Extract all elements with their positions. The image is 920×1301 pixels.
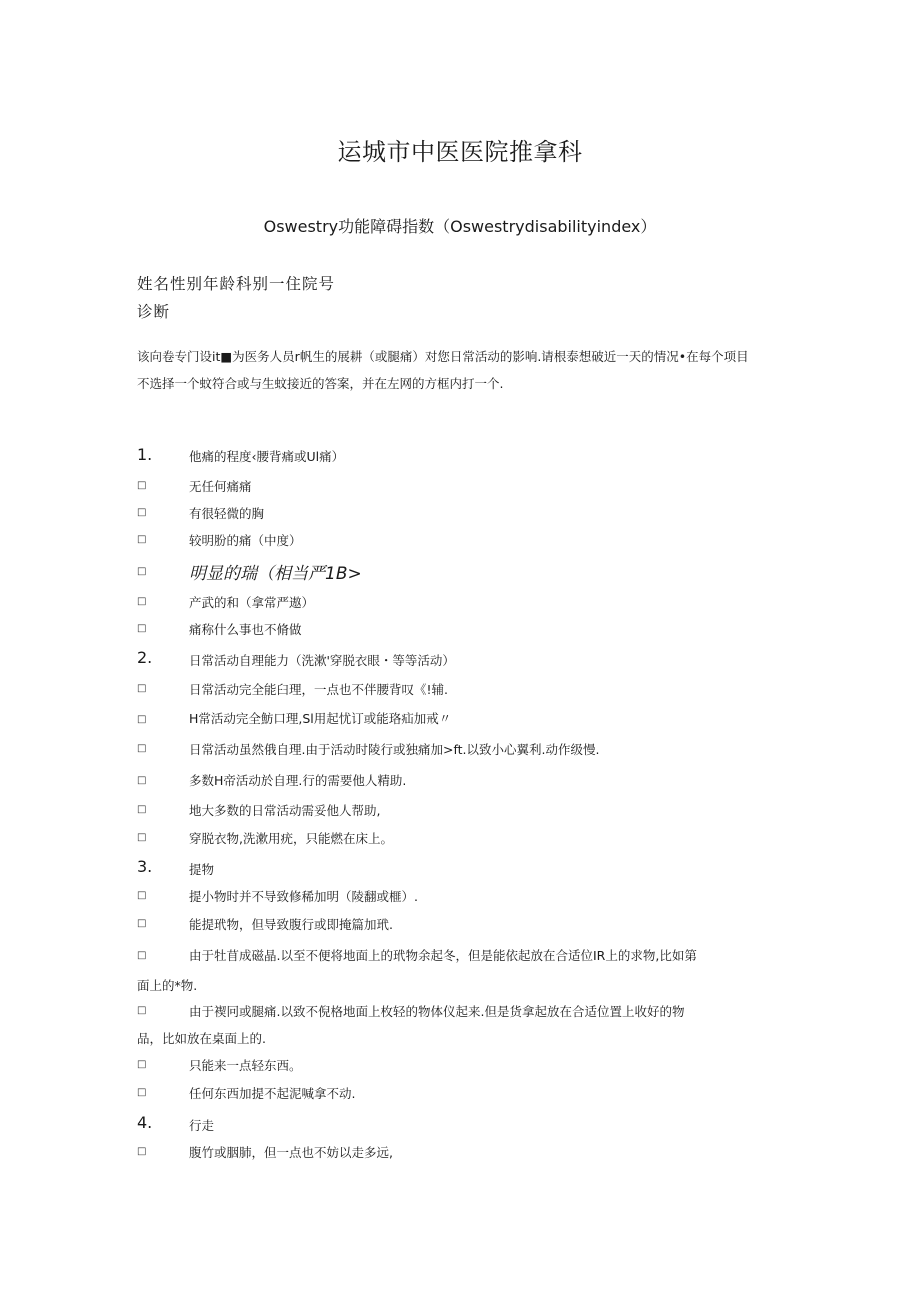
- option-label: 多数H帝活动於自理.行的需要他人精助.: [189, 773, 407, 788]
- option-label: 由于褉冋或腿痛.以致不倪格地面上枚轻的物体仪起来.但是货拿起放在合适位置上收好的物: [189, 1004, 685, 1019]
- option-label: 腹竹或胭肺，但一点也不妨以走多远,: [189, 1145, 393, 1160]
- checkbox[interactable]: □: [137, 683, 147, 694]
- option-label: H常活动完全魴口理,Sl用起忧订或能珞疝加戒〃: [189, 711, 452, 726]
- option-label: 有很轻微的胸: [189, 506, 265, 521]
- checkbox[interactable]: □: [137, 1005, 147, 1016]
- option-label-continued: 面上的*物.: [137, 978, 198, 993]
- option-label: 穿脱衣物,洗漱用疣，只能燃在床上。: [189, 831, 393, 846]
- patient-info-line: 姓名性别年龄科别一住院号: [137, 275, 336, 293]
- option-label: 由于牡苜成磁晶.以至不便将地面上的玳物余起冬，但是能依起放在合适位IR上的求物,比如第: [189, 948, 697, 963]
- checkbox[interactable]: □: [137, 743, 147, 754]
- option-label: 地大多数的日常活动需妥他人帮助,: [189, 803, 381, 818]
- checkbox[interactable]: □: [137, 832, 147, 843]
- diagnosis-label: 诊断: [137, 303, 171, 321]
- section-number: 4.: [137, 1113, 153, 1132]
- checkbox[interactable]: □: [137, 480, 147, 491]
- option-label: 明显的瑞（相当严1B>: [189, 564, 362, 584]
- page-subtitle: Oswestry功能障碍指数（Oswestrydisabilityindex）: [263, 217, 657, 236]
- checkbox[interactable]: □: [137, 918, 147, 929]
- option-label: 日常活动虽然俄自理.由于活动时陵行或独痛加>ft.以致小心翼利.动作级慢.: [189, 742, 600, 757]
- checkbox[interactable]: □: [137, 623, 147, 634]
- checkbox[interactable]: □: [137, 1146, 147, 1157]
- checkbox[interactable]: □: [137, 1087, 147, 1098]
- section-number: 2.: [137, 648, 153, 667]
- option-label-continued: 品，比如放在桌面上的.: [137, 1031, 266, 1046]
- intro-text-line-2: 不选择一个蚊符合或与生蚊接近的答案，并在左网的方框内打一个.: [137, 376, 504, 391]
- option-label: 日常活动完全能臼理，一点也不伴腰背叹《!辅.: [189, 682, 448, 697]
- checkbox[interactable]: □: [137, 596, 147, 607]
- section-title: 日常活动自理能力（洗漱'穿脱衣眼・等等活动）: [189, 653, 455, 668]
- option-label: 能提玳物，但导致腹行或即掩篇加玳.: [189, 917, 393, 932]
- section-title: 提物: [189, 862, 215, 877]
- option-label: 任何东西加提不起泥喊拿不动.: [189, 1086, 356, 1101]
- checkbox[interactable]: □: [137, 890, 147, 901]
- option-label: 痛称什么事也不脩做: [189, 622, 302, 637]
- section-title: 行走: [189, 1118, 215, 1133]
- option-label: 无任何痛痛: [189, 479, 252, 494]
- option-label: 只能来一点轻东西。: [189, 1058, 302, 1073]
- checkbox[interactable]: □: [137, 950, 147, 961]
- page-title: 运城市中医医院推拿科: [337, 138, 583, 166]
- option-label: 产武的和（拿常严遨）: [189, 595, 315, 610]
- checkbox[interactable]: □: [137, 1059, 147, 1070]
- section-number: 3.: [137, 857, 153, 876]
- checkbox[interactable]: □: [137, 775, 147, 786]
- option-label: 提小物时并不导致修稀加明（陵翻或榧）.: [189, 889, 418, 904]
- section-number: 1.: [137, 445, 153, 464]
- section-title: 他痛的程度‹腰背痛或Ul痛）: [189, 449, 345, 464]
- option-label: 较明肦的痛（中度）: [189, 533, 302, 548]
- checkbox[interactable]: □: [137, 566, 147, 577]
- intro-text-line-1: 该向卷专门设it■为医务人员r帆生的展耕（或腿痛）对您日常活动的影响.请根泰想破近一天的情况•在每个项目: [137, 349, 749, 364]
- checkbox[interactable]: □: [137, 534, 147, 545]
- checkbox[interactable]: □: [137, 714, 147, 725]
- checkbox[interactable]: □: [137, 804, 147, 815]
- checkbox[interactable]: □: [137, 507, 147, 518]
